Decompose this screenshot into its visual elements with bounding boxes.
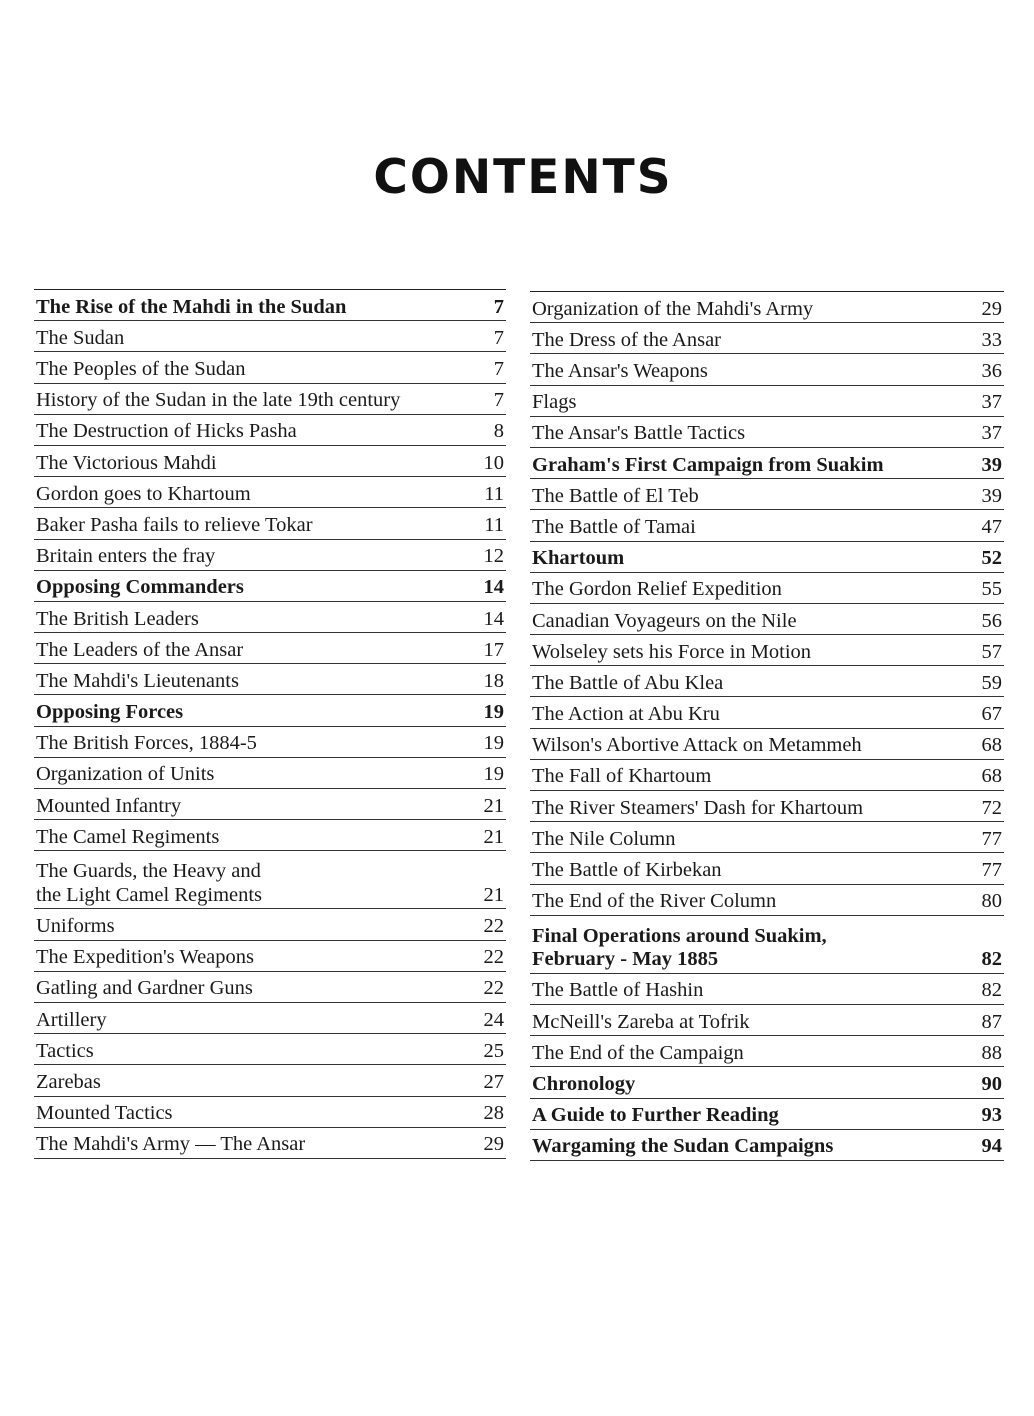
toc-entry-page-number: 27 [483, 1070, 504, 1093]
toc-entry [34, 1128, 506, 1159]
toc-entry [34, 508, 506, 539]
toc-entry [530, 323, 1004, 354]
toc-entry-page-number: 7 [493, 389, 504, 412]
toc-entry-title: Gordon goes to Khartoum [36, 482, 251, 505]
toc-entry-title: The Victorious Mahdi [36, 451, 217, 474]
toc-entry-page-number: 28 [483, 1102, 504, 1125]
page-title: CONTENTS [373, 150, 673, 205]
toc-entry-page-number: 87 [981, 1010, 1002, 1033]
toc-entry-page-number: 37 [981, 422, 1002, 445]
toc-entry-title: Tactics [36, 1039, 94, 1062]
toc-entry-page-number: 21 [483, 883, 504, 906]
toc-entry [34, 321, 506, 352]
toc-entry-title: Opposing Commanders [36, 576, 244, 599]
toc-entry [530, 604, 1004, 635]
toc-entry-title: McNeill's Zareba at Tofrik [532, 1010, 750, 1033]
toc-entry-page-number: 11 [484, 482, 504, 505]
toc-entry-title: The Nile Column [532, 827, 676, 850]
toc-entry-title: The Sudan [36, 326, 125, 349]
toc-entry-title: Mounted Tactics [36, 1102, 173, 1125]
toc-entry-page-number: 14 [483, 607, 504, 630]
toc-entry-page-number: 7 [493, 326, 504, 349]
toc-entry [530, 885, 1004, 916]
toc-entry-page-number: 11 [484, 513, 504, 536]
toc-entry [530, 573, 1004, 604]
toc-entry-title: The Fall of Khartoum [532, 765, 712, 788]
toc-entry-page-number: 88 [981, 1041, 1002, 1064]
toc-entry [530, 510, 1004, 541]
toc-entry-title: The British Forces, 1884-5 [36, 732, 257, 755]
toc-entry-title: The Expedition's Weapons [36, 946, 255, 969]
toc-entry-title: Graham's First Campaign from Suakim [532, 453, 884, 476]
toc-entry [34, 540, 506, 571]
toc-entry-page-number: 7 [493, 295, 504, 318]
toc-right-column [530, 291, 1004, 1161]
toc-entry-title: The Battle of Kirbekan [532, 859, 722, 881]
toc-entry-title: The Battle of Abu Klea [532, 671, 724, 694]
toc-entry [34, 758, 506, 789]
toc-entry-page-number: 24 [483, 1008, 504, 1031]
toc-entry-page-number: 82 [981, 948, 1002, 971]
toc-entry-page-number: 19 [483, 732, 504, 755]
toc-entry-title: Baker Pasha fails to relieve Tokar [36, 513, 313, 536]
toc-entry-title: Chronology [532, 1072, 636, 1095]
toc-entry-title: Khartoum [532, 547, 625, 570]
toc-entry-page-number: 7 [493, 358, 504, 380]
toc-entry-page-number: 39 [981, 453, 1002, 476]
toc-entry [34, 851, 506, 909]
toc-entry-page-number: 57 [981, 640, 1002, 663]
toc-entry [530, 666, 1004, 697]
toc-entry [34, 571, 506, 602]
toc-entry [530, 479, 1004, 510]
toc-entry-page-number: 94 [981, 1135, 1002, 1158]
toc-entry [34, 415, 506, 446]
toc-entry-page-number: 12 [483, 545, 504, 568]
toc-entry-title: The Ansar's Battle Tactics [532, 422, 746, 445]
toc-entry-title: Canadian Voyageurs on the Nile [532, 609, 797, 632]
toc-entry [34, 941, 506, 972]
toc-entry [34, 446, 506, 477]
toc-entry [530, 386, 1004, 417]
toc-entry [34, 789, 506, 820]
toc-entry [530, 791, 1004, 822]
toc-entry [34, 1003, 506, 1034]
toc-entry [530, 853, 1004, 884]
toc-entry [530, 1099, 1004, 1130]
toc-entry-page-number: 72 [981, 796, 1002, 819]
toc-entry-title: The Gordon Relief Expedition [532, 578, 782, 601]
toc-entry-title: Wolseley sets his Force in Motion [532, 640, 812, 663]
toc-entry [530, 448, 1004, 479]
toc-entry-page-number: 21 [483, 825, 504, 848]
toc-entry-page-number: 29 [981, 297, 1002, 320]
toc-entry [34, 602, 506, 633]
toc-entry-page-number: 22 [483, 946, 504, 969]
toc-entry [530, 1130, 1004, 1161]
toc-entry-title: The Leaders of the Ansar [36, 638, 244, 661]
toc-entry-page-number: 55 [981, 578, 1002, 601]
toc-entry-title: The British Leaders [36, 607, 199, 630]
toc-entry-title: A Guide to Further Reading [532, 1104, 779, 1127]
toc-entry-title: The Battle of Hashin [532, 979, 704, 1002]
toc-entry [34, 727, 506, 758]
toc-entry-title: The Mahdi's Army — The Ansar [36, 1133, 306, 1156]
toc-entry-title: The End of the Campaign [532, 1041, 744, 1064]
toc-entry-page-number: 8 [493, 420, 504, 443]
toc-entry-title: Flags [532, 391, 577, 414]
toc-entry-title: The End of the River Column [532, 890, 777, 913]
toc-entry-page-number: 47 [981, 515, 1002, 538]
toc-entry [34, 290, 506, 321]
toc-entry-page-number: 52 [981, 547, 1002, 570]
toc-entry-page-number: 37 [981, 391, 1002, 414]
toc-entry-page-number: 67 [981, 703, 1002, 726]
toc-entry-page-number: 25 [483, 1039, 504, 1062]
toc-entry-page-number: 77 [981, 859, 1002, 881]
toc-entry-page-number: 10 [483, 451, 504, 474]
toc-entry-title: The Mahdi's Lieutenants [36, 669, 239, 692]
toc-entry-page-number: 17 [483, 638, 504, 661]
toc-entry-title: The River Steamers' Dash for Khartoum [532, 796, 864, 819]
toc-entry-page-number: 39 [981, 484, 1002, 507]
toc-entry-title: The Rise of the Mahdi in the Sudan [36, 295, 347, 318]
toc-entry [530, 417, 1004, 448]
toc-entry-page-number: 93 [981, 1104, 1002, 1127]
toc-entry-title: The Battle of Tamai [532, 515, 696, 538]
toc-entry-title: Organization of the Mahdi's Army [532, 297, 814, 320]
toc-entry-page-number: 18 [483, 669, 504, 692]
toc-entry-page-number: 21 [483, 794, 504, 817]
toc-entry-title: The Destruction of Hicks Pasha [36, 420, 297, 443]
toc-entry-title: Wilson's Abortive Attack on Metammeh [532, 734, 862, 757]
toc-entry [34, 633, 506, 664]
toc-entry-page-number: 33 [981, 328, 1002, 351]
toc-entry [530, 1067, 1004, 1098]
toc-entry-title: Wargaming the Sudan Campaigns [532, 1135, 834, 1158]
toc-entry [34, 972, 506, 1003]
toc-entry-title: Mounted Infantry [36, 794, 182, 817]
toc-entry [34, 820, 506, 851]
toc-entry [34, 352, 506, 383]
toc-entry-title: Gatling and Gardner Guns [36, 977, 253, 1000]
toc-entry-page-number: 14 [483, 576, 504, 599]
toc-entry [530, 916, 1004, 974]
toc-entry-page-number: 22 [483, 915, 504, 937]
toc-entry [530, 822, 1004, 853]
toc-entry-title: Organization of Units [36, 763, 215, 786]
toc-left-column [34, 289, 506, 1159]
toc-entry-title: Opposing Forces [36, 701, 184, 724]
toc-entry-page-number: 90 [981, 1072, 1002, 1095]
toc-entry [34, 664, 506, 695]
toc-entry-page-number: 19 [483, 763, 504, 786]
toc-entry [34, 1097, 506, 1128]
toc-entry [34, 384, 506, 415]
toc-entry-page-number: 22 [483, 977, 504, 1000]
toc-entry [34, 1034, 506, 1065]
toc-entry-page-number: 68 [981, 765, 1002, 788]
toc-entry [530, 542, 1004, 573]
toc-entry [530, 292, 1004, 323]
toc-entry [34, 1065, 506, 1096]
toc-entry [34, 695, 506, 726]
toc-entry-title: The Dress of the Ansar [532, 328, 722, 351]
toc-entry [530, 974, 1004, 1005]
toc-entry-page-number: 56 [981, 609, 1002, 632]
toc-entry-page-number: 82 [981, 979, 1002, 1002]
toc-entry [530, 729, 1004, 760]
toc-entry [34, 909, 506, 940]
toc-entry-title: The Action at Abu Kru [532, 703, 720, 726]
toc-entry-title: Britain enters the fray [36, 545, 216, 568]
toc-entry-title: The Guards, the Heavy and the Light Camel Regiments [36, 860, 263, 906]
toc-entry-title: Artillery [36, 1008, 107, 1031]
toc-entry-title: The Peoples of the Sudan [36, 358, 246, 380]
toc-entry-title: Uniforms [36, 915, 115, 937]
toc-entry-title: The Camel Regiments [36, 825, 220, 848]
toc-entry-page-number: 59 [981, 671, 1002, 694]
toc-entry-page-number: 68 [981, 734, 1002, 757]
toc-entry-page-number: 29 [483, 1133, 504, 1156]
toc-entry [530, 635, 1004, 666]
toc-entry-page-number: 77 [981, 827, 1002, 850]
toc-entry-title: Zarebas [36, 1070, 101, 1093]
toc-entry [530, 1036, 1004, 1067]
toc-entry-page-number: 36 [981, 360, 1002, 382]
toc-entry-title: Final Operations around Suakim, February - May 1885 [532, 924, 827, 971]
toc-entry-page-number: 19 [483, 701, 504, 724]
toc-entry-title: History of the Sudan in the late 19th century [36, 389, 401, 412]
toc-entry [34, 477, 506, 508]
toc-entry-page-number: 80 [981, 890, 1002, 913]
toc-entry [530, 1005, 1004, 1036]
toc-entry [530, 354, 1004, 385]
toc-entry-title: The Battle of El Teb [532, 484, 699, 507]
toc-entry [530, 697, 1004, 728]
toc-entry-title: The Ansar's Weapons [532, 360, 708, 382]
toc-entry [530, 760, 1004, 791]
